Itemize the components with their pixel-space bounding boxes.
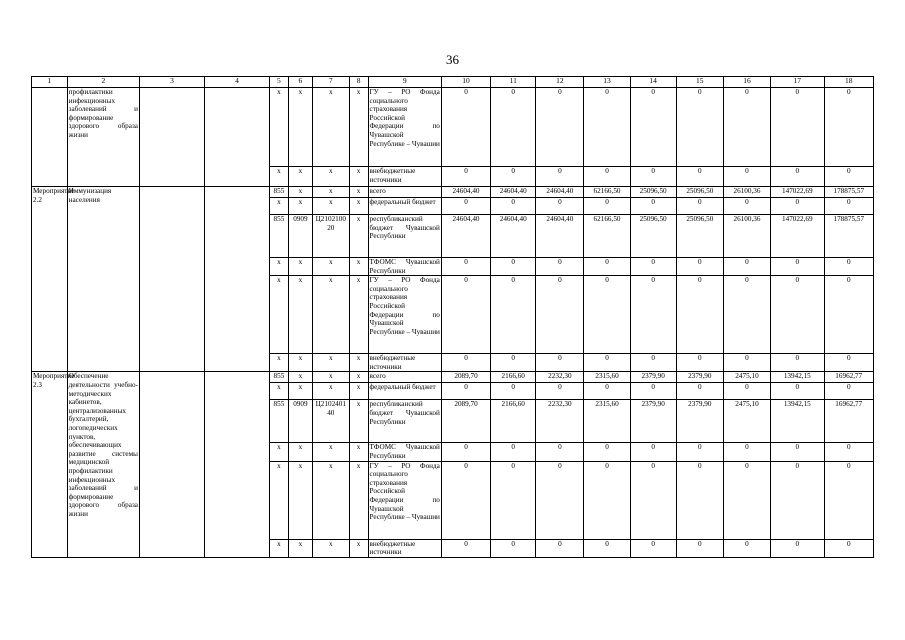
value-cell: 0 xyxy=(491,354,536,372)
value-cell: 0 xyxy=(723,539,770,557)
section-code: x xyxy=(288,372,312,383)
value-cell: 0 xyxy=(584,88,630,167)
responsible-executor xyxy=(139,88,204,187)
value-cell: 0 xyxy=(584,443,630,461)
funding-source: республиканский бюджет Чувашской Республики xyxy=(368,400,441,443)
value-cell: 0 xyxy=(491,167,536,187)
value-cell: 2315,60 xyxy=(584,372,630,383)
value-cell: 0 xyxy=(824,198,873,215)
section-code: 0909 xyxy=(288,400,312,443)
expense-type-code: x xyxy=(349,215,368,258)
value-cell: 0 xyxy=(630,276,676,354)
column-number-10: 10 xyxy=(441,77,490,88)
expense-type-code: x xyxy=(349,167,368,187)
value-cell: 0 xyxy=(824,258,873,276)
value-cell: 0 xyxy=(723,167,770,187)
section-code: x xyxy=(288,167,312,187)
value-cell: 0 xyxy=(771,461,824,539)
grbs-code: x xyxy=(269,258,288,276)
table-row xyxy=(32,88,874,167)
value-cell: 2475,10 xyxy=(723,400,770,443)
value-cell: 0 xyxy=(630,167,676,187)
value-cell: 2089,70 xyxy=(441,372,490,383)
grbs-code: x xyxy=(269,383,288,400)
value-cell: 0 xyxy=(630,461,676,539)
value-cell: 0 xyxy=(441,354,490,372)
expense-type-code: x xyxy=(349,443,368,461)
value-cell: 0 xyxy=(491,539,536,557)
value-cell: 0 xyxy=(441,443,490,461)
value-cell: 0 xyxy=(771,383,824,400)
column-number-3: 3 xyxy=(139,77,204,88)
value-cell: 0 xyxy=(441,276,490,354)
funding-source: всего xyxy=(368,187,441,198)
value-cell: 0 xyxy=(584,276,630,354)
responsible-executor xyxy=(139,187,204,372)
value-cell: 0 xyxy=(536,276,584,354)
value-cell: 0 xyxy=(536,167,584,187)
value-cell: 0 xyxy=(824,539,873,557)
value-cell: 0 xyxy=(491,443,536,461)
value-cell: 0 xyxy=(536,198,584,215)
activity-description: профилактики инфекционных заболеваний и формирование здорового образа жизни xyxy=(67,88,139,187)
activity-label xyxy=(32,88,68,187)
column-number-17: 17 xyxy=(771,77,824,88)
value-cell: 0 xyxy=(723,383,770,400)
value-cell: 2166,60 xyxy=(491,400,536,443)
value-cell: 24604,40 xyxy=(491,215,536,258)
value-cell: 25096,50 xyxy=(630,215,676,258)
value-cell: 0 xyxy=(824,167,873,187)
column-number-12: 12 xyxy=(536,77,584,88)
value-cell: 24604,40 xyxy=(536,215,584,258)
value-cell: 0 xyxy=(676,258,723,276)
section-code: 0909 xyxy=(288,215,312,258)
funding-source: внебюджетные источники xyxy=(368,167,441,187)
value-cell: 0 xyxy=(723,258,770,276)
grbs-code: 855 xyxy=(269,187,288,198)
column-number-13: 13 xyxy=(584,77,630,88)
value-cell: 0 xyxy=(824,461,873,539)
co-executors xyxy=(204,372,269,557)
value-cell: 2379,90 xyxy=(630,400,676,443)
target-article-code: x xyxy=(312,258,349,276)
target-article-code: x xyxy=(312,354,349,372)
value-cell: 0 xyxy=(824,354,873,372)
expense-type-code: x xyxy=(349,258,368,276)
budget-table xyxy=(31,76,874,558)
target-article-code: x xyxy=(312,539,349,557)
grbs-code: 855 xyxy=(269,215,288,258)
value-cell: 0 xyxy=(824,443,873,461)
value-cell: 0 xyxy=(771,167,824,187)
target-article-code: x xyxy=(312,372,349,383)
value-cell: 0 xyxy=(630,88,676,167)
value-cell: 0 xyxy=(584,539,630,557)
column-number-8: 8 xyxy=(349,77,368,88)
value-cell: 62166,50 xyxy=(584,215,630,258)
value-cell: 0 xyxy=(441,383,490,400)
value-cell: 24604,40 xyxy=(536,187,584,198)
value-cell: 62166,50 xyxy=(584,187,630,198)
value-cell: 0 xyxy=(441,198,490,215)
value-cell: 13942,15 xyxy=(771,372,824,383)
target-article-code: Ц2102100 20 xyxy=(312,215,349,258)
value-cell: 0 xyxy=(676,88,723,167)
value-cell: 26100,36 xyxy=(723,215,770,258)
value-cell: 178875,57 xyxy=(824,215,873,258)
column-number-14: 14 xyxy=(630,77,676,88)
section-code: x xyxy=(288,198,312,215)
co-executors xyxy=(204,187,269,372)
value-cell: 0 xyxy=(676,383,723,400)
value-cell: 2232,30 xyxy=(536,372,584,383)
value-cell: 0 xyxy=(630,258,676,276)
grbs-code: x xyxy=(269,539,288,557)
funding-source: федеральный бюджет xyxy=(368,198,441,215)
expense-type-code: x xyxy=(349,372,368,383)
section-code: x xyxy=(288,461,312,539)
value-cell: 0 xyxy=(491,88,536,167)
value-cell: 26100,36 xyxy=(723,187,770,198)
grbs-code: 855 xyxy=(269,400,288,443)
expense-type-code: x xyxy=(349,88,368,167)
value-cell: 2475,10 xyxy=(723,372,770,383)
value-cell: 0 xyxy=(771,276,824,354)
column-number-16: 16 xyxy=(723,77,770,88)
column-number-11: 11 xyxy=(491,77,536,88)
value-cell: 2379,90 xyxy=(630,372,676,383)
value-cell: 0 xyxy=(441,539,490,557)
value-cell: 0 xyxy=(536,383,584,400)
funding-source: ТФОМС Чувашской Республики xyxy=(369,443,440,460)
column-number-9: 9 xyxy=(368,77,441,88)
value-cell: 0 xyxy=(676,198,723,215)
target-article-code: x xyxy=(312,187,349,198)
section-code: x xyxy=(288,258,312,276)
expense-type-code: x xyxy=(349,198,368,215)
table-row xyxy=(32,187,874,198)
value-cell: 0 xyxy=(584,383,630,400)
expense-type-code: x xyxy=(349,383,368,400)
value-cell: 2232,30 xyxy=(536,400,584,443)
value-cell: 0 xyxy=(824,383,873,400)
value-cell: 24604,40 xyxy=(491,187,536,198)
funding-source: ГУ – РО Фонда социального страхования Российской Федерации по Чувашской Республике – Чувашии xyxy=(368,88,441,167)
value-cell: 0 xyxy=(630,539,676,557)
value-cell: 0 xyxy=(584,354,630,372)
value-cell: 0 xyxy=(723,461,770,539)
value-cell: 0 xyxy=(441,88,490,167)
value-cell: 2379,90 xyxy=(676,400,723,443)
value-cell: 0 xyxy=(771,198,824,215)
target-article-code: x xyxy=(312,461,349,539)
value-cell: 0 xyxy=(536,539,584,557)
funding-source: республиканский бюджет Чувашской Республики xyxy=(368,215,441,258)
value-cell: 178875,57 xyxy=(824,187,873,198)
column-number-7: 7 xyxy=(312,77,349,88)
value-cell: 0 xyxy=(630,443,676,461)
value-cell: 0 xyxy=(676,461,723,539)
section-code: x xyxy=(288,276,312,354)
target-article-code: Ц2102401 40 xyxy=(312,400,349,443)
funding-source: внебюджетные источники xyxy=(368,539,441,557)
grbs-code: x xyxy=(269,198,288,215)
column-number-6: 6 xyxy=(288,77,312,88)
value-cell: 2315,60 xyxy=(584,400,630,443)
column-number-18: 18 xyxy=(824,77,873,88)
value-cell: 2379,90 xyxy=(676,372,723,383)
value-cell: 0 xyxy=(824,276,873,354)
target-article-code: x xyxy=(312,167,349,187)
value-cell: 13942,15 xyxy=(771,400,824,443)
grbs-code: x xyxy=(269,354,288,372)
funding-source: ГУ – РО Фонда социального страхования Российской Федерации по Чувашской Республике – Чувашии xyxy=(368,461,441,539)
value-cell: 25096,50 xyxy=(630,187,676,198)
value-cell: 2089,70 xyxy=(441,400,490,443)
funding-source: федеральный бюджет xyxy=(368,383,441,400)
expense-type-code: x xyxy=(349,461,368,539)
value-cell: 0 xyxy=(491,276,536,354)
funding-source: всего xyxy=(368,372,441,383)
section-code: x xyxy=(288,88,312,167)
value-cell: 0 xyxy=(676,354,723,372)
page-number: 36 xyxy=(446,52,459,67)
activity-label: Мероприятие 2.2 xyxy=(32,187,68,372)
value-cell: 0 xyxy=(536,443,584,461)
activity-label: Мероприятие 2.3 xyxy=(32,372,68,557)
target-article-code: x xyxy=(312,383,349,400)
value-cell: 0 xyxy=(723,88,770,167)
value-cell: 0 xyxy=(441,258,490,276)
column-number-4: 4 xyxy=(204,77,269,88)
column-number-row xyxy=(32,77,874,88)
column-number-5: 5 xyxy=(269,77,288,88)
target-article-code: x xyxy=(312,88,349,167)
value-cell: 0 xyxy=(771,539,824,557)
value-cell: 0 xyxy=(771,354,824,372)
value-cell: 0 xyxy=(584,198,630,215)
table-row xyxy=(32,372,874,383)
grbs-code: x xyxy=(269,276,288,354)
value-cell: 147022,69 xyxy=(771,187,824,198)
value-cell: 24604,40 xyxy=(441,215,490,258)
value-cell: 0 xyxy=(723,276,770,354)
expense-type-code: x xyxy=(349,539,368,557)
value-cell: 0 xyxy=(491,461,536,539)
expense-type-code: x xyxy=(349,276,368,354)
value-cell: 25096,50 xyxy=(676,215,723,258)
table-body xyxy=(32,77,874,558)
expense-type-code: x xyxy=(349,187,368,198)
value-cell: 0 xyxy=(441,167,490,187)
value-cell: 0 xyxy=(491,258,536,276)
value-cell: 0 xyxy=(771,88,824,167)
funding-source: ГУ – РО Фонда социального страхования Российской Федерации по Чувашской Республике – Чувашии xyxy=(368,276,441,354)
value-cell: 2166,60 xyxy=(491,372,536,383)
value-cell: 0 xyxy=(536,354,584,372)
value-cell: 0 xyxy=(584,461,630,539)
value-cell: 0 xyxy=(676,443,723,461)
grbs-code: x xyxy=(269,443,288,461)
expense-type-code: x xyxy=(349,400,368,443)
value-cell: 0 xyxy=(491,198,536,215)
grbs-code: x xyxy=(269,167,288,187)
target-article-code: x xyxy=(312,443,349,461)
activity-description: Иммунизация населения xyxy=(67,187,139,372)
section-code: x xyxy=(288,354,312,372)
grbs-code: x xyxy=(269,461,288,539)
value-cell: 0 xyxy=(491,383,536,400)
responsible-executor xyxy=(139,372,204,557)
funding-source: ТФОМС Чувашской Республики xyxy=(369,258,440,275)
value-cell: 16962,77 xyxy=(824,372,873,383)
value-cell: 0 xyxy=(536,461,584,539)
column-number-2: 2 xyxy=(67,77,139,88)
grbs-code: x xyxy=(269,88,288,167)
value-cell: 0 xyxy=(723,198,770,215)
value-cell: 0 xyxy=(824,88,873,167)
value-cell: 25096,50 xyxy=(676,187,723,198)
activity-description: Обеспечение деятельности учебно-методических кабинетов, централизованных бухгалтерий, логопедических пунктов, обеспечивающих развитие системы медицинской профилактики инфекционных заболеваний и формирование здорового образа жизни xyxy=(67,372,139,557)
target-article-code: x xyxy=(312,198,349,215)
value-cell: 0 xyxy=(771,443,824,461)
value-cell: 0 xyxy=(584,258,630,276)
value-cell: 0 xyxy=(630,354,676,372)
value-cell: 0 xyxy=(536,88,584,167)
section-code: x xyxy=(288,539,312,557)
column-number-1: 1 xyxy=(32,77,68,88)
value-cell: 0 xyxy=(630,198,676,215)
value-cell: 24604,40 xyxy=(441,187,490,198)
value-cell: 0 xyxy=(584,167,630,187)
value-cell: 16962,77 xyxy=(824,400,873,443)
grbs-code: 855 xyxy=(269,372,288,383)
value-cell: 0 xyxy=(441,461,490,539)
section-code: x xyxy=(288,443,312,461)
co-executors xyxy=(204,88,269,187)
section-code: x xyxy=(288,187,312,198)
expense-type-code: x xyxy=(349,354,368,372)
value-cell: 0 xyxy=(676,167,723,187)
value-cell: 0 xyxy=(676,539,723,557)
value-cell: 147022,69 xyxy=(771,215,824,258)
section-code: x xyxy=(288,383,312,400)
column-number-15: 15 xyxy=(676,77,723,88)
target-article-code: x xyxy=(312,276,349,354)
funding-source: внебюджетные источники xyxy=(368,354,441,372)
value-cell: 0 xyxy=(771,258,824,276)
value-cell: 0 xyxy=(723,443,770,461)
value-cell: 0 xyxy=(536,258,584,276)
value-cell: 0 xyxy=(630,383,676,400)
value-cell: 0 xyxy=(723,354,770,372)
value-cell: 0 xyxy=(676,276,723,354)
